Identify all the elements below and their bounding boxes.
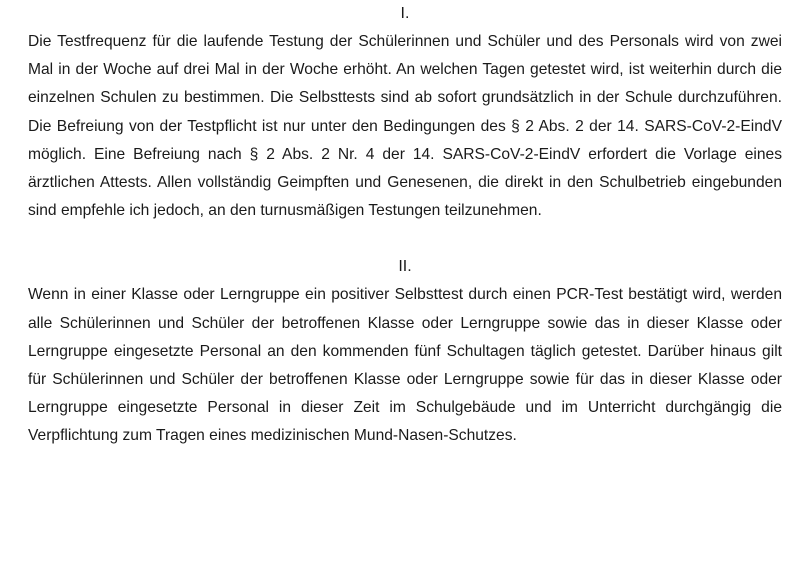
section-spacer xyxy=(28,225,782,253)
document-page xyxy=(28,0,782,451)
section-number: I. xyxy=(400,5,410,22)
section-paragraph: Die Testfrequenz für die laufende Testung der Schülerinnen und Schüler und des Personals wird von zwei Mal in der Woche auf drei Mal in der Woche erhöht. An welchen Tagen getestet wird, ist weiterhin durch die einzelnen Schulen zu bestimmen. Die Selbsttests sind ab sofort grundsätzlich in der Schule durchzuführen. Die Befreiung von der Testpflicht ist nur unter den Bedingungen des § 2 Abs. 2 der 14. SARS-CoV-2-EindV möglich. Eine Befreiung nach § 2 Abs. 2 Nr. 4 der 14. SARS-CoV-2-EindV erfordert die Vorlage eines ärztlichen Attests. Allen vollständig Geimpften und Genesenen, die direkt in den Schulbetrieb eingebunden sind empfehle ich jedoch, an den turnusmäßigen Testungen teilzunehmen. xyxy=(28,33,782,220)
section-1 xyxy=(28,0,782,225)
section-paragraph: Wenn in einer Klasse oder Lerngruppe ein positiver Selbsttest durch einen PCR-Test bestätigt wird, werden alle Schülerinnen und Schüler der betroffenen Klasse oder Lerngruppe sowie das in dieser Klasse oder Lerngruppe eingesetzte Personal an den kommenden fünf Schultagen täglich getestet. Darüber hinaus gilt für Schülerinnen und Schüler der betroffenen Klasse oder Lerngruppe sowie für das in dieser Klasse oder Lerngruppe eingesetzte Personal in dieser Zeit im Schulgebäude und im Unterricht durchgängig die Verpflichtung zum Tragen eines medizinischen Mund-Nasen-Schutzes. xyxy=(28,286,782,445)
section-2 xyxy=(28,253,782,450)
section-number: II. xyxy=(398,258,412,276)
